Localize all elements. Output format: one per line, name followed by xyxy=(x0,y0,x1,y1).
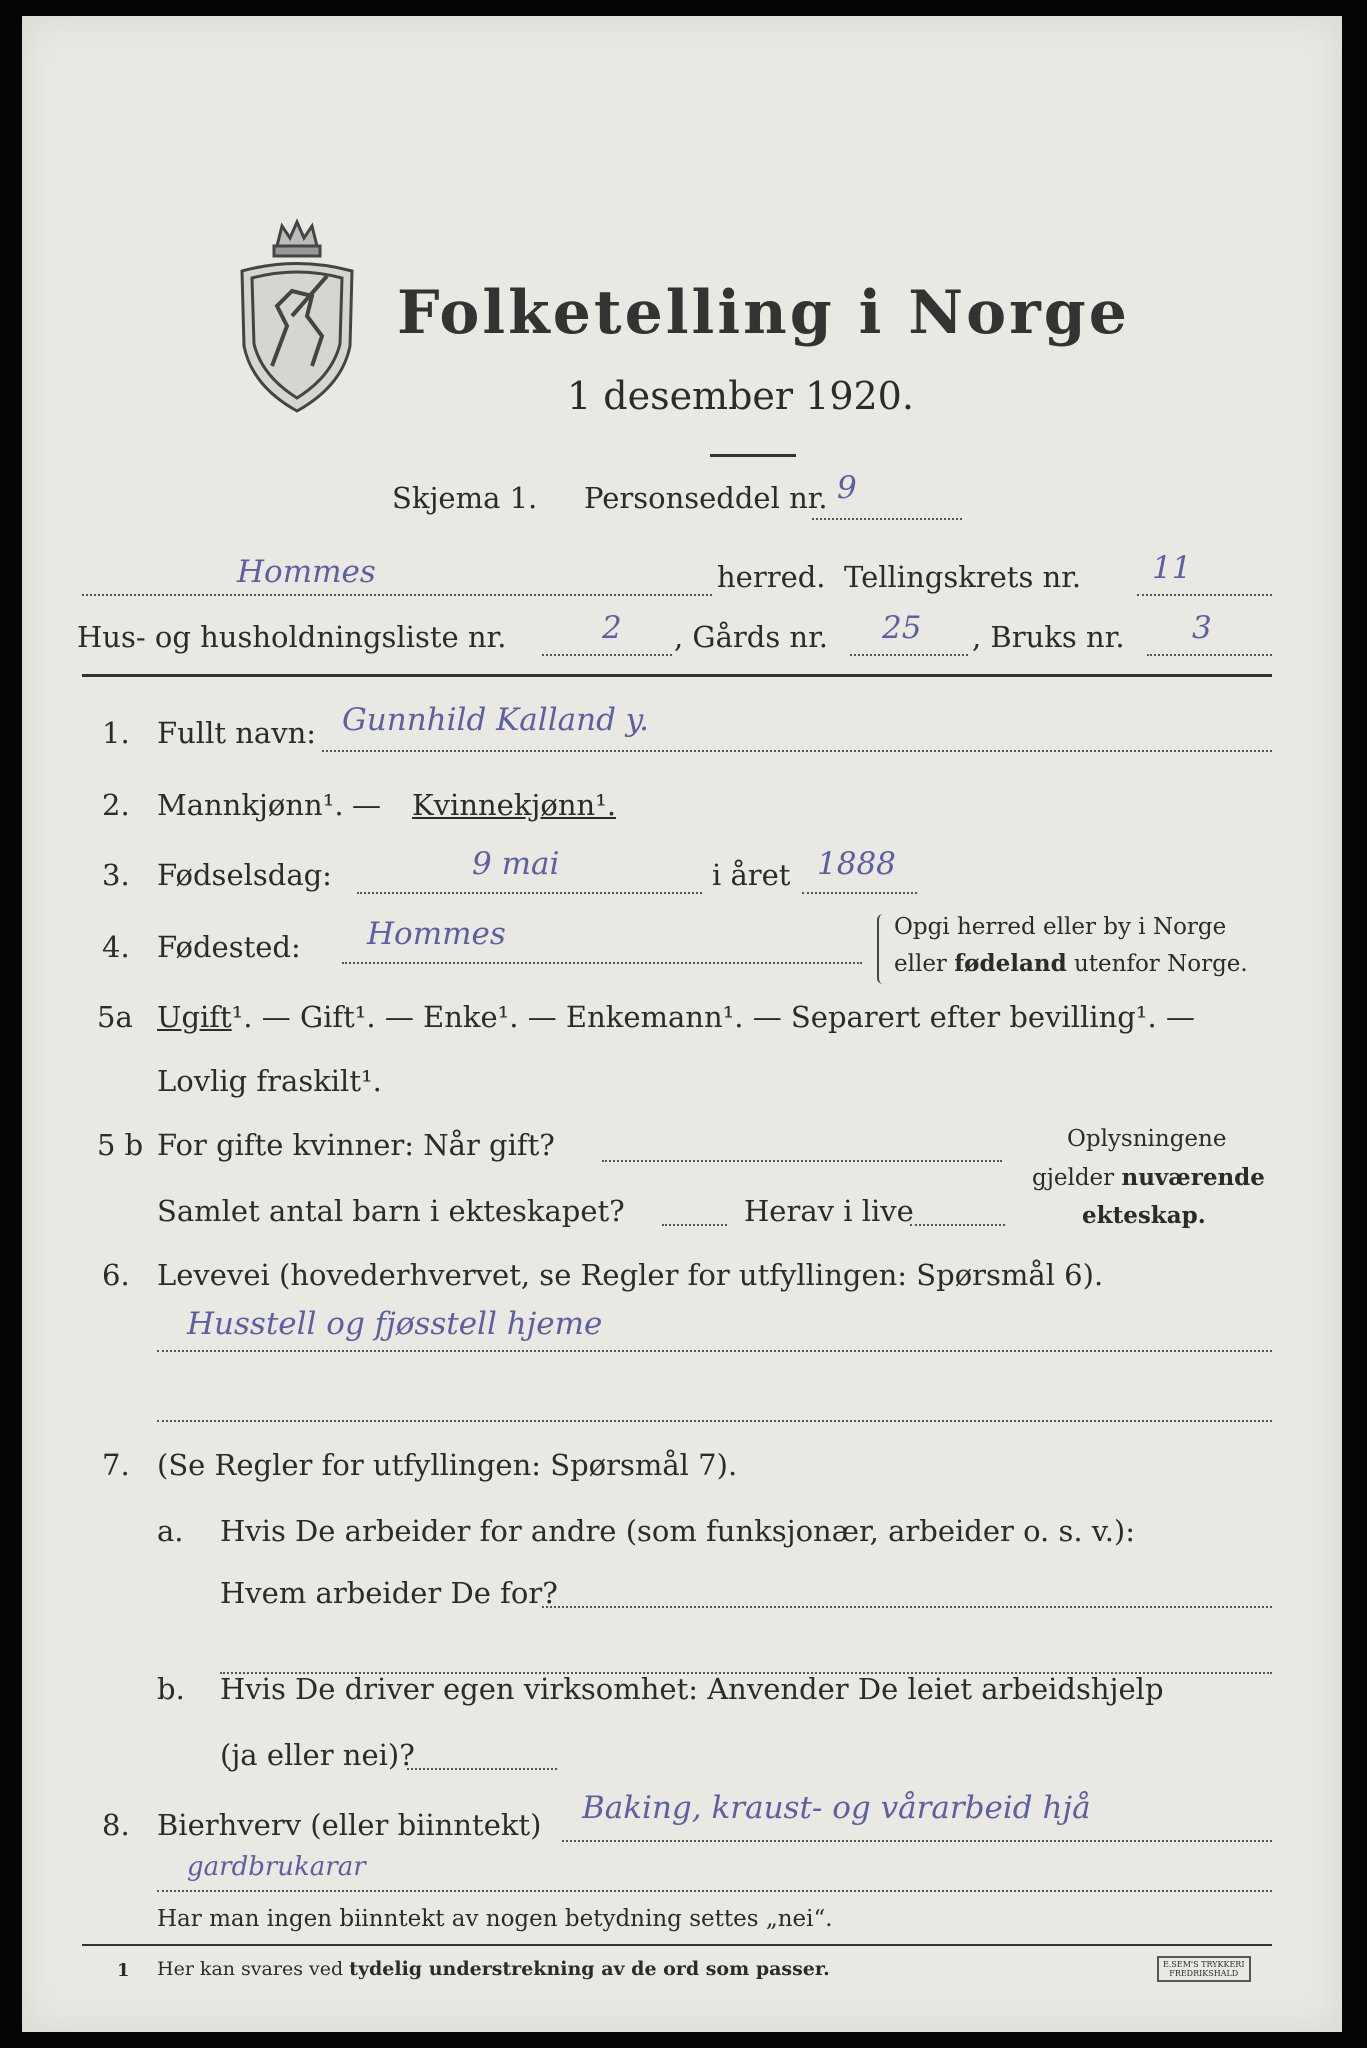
fodested-label: Fødested: xyxy=(157,930,301,964)
ekteskap-note-2: gjelder nuværende xyxy=(1032,1164,1265,1191)
levevei-label: Levevei (hovederhvervet, se Regler for utfyllingen: Spørsmål 6). xyxy=(157,1258,1104,1292)
aret-value: 1888 xyxy=(817,846,896,882)
fodested-note-2: eller fødeland utenfor Norge. xyxy=(894,950,1248,977)
fodselsdag-value: 9 mai xyxy=(472,846,560,882)
fodested-value: Hommes xyxy=(367,916,506,952)
liste-label: Hus- og husholdningsliste nr. xyxy=(77,620,507,654)
biinntekt-note: Har man ingen biinntekt av nogen betydning settes „nei“. xyxy=(157,1906,833,1932)
personseddel-label: Personseddel nr. xyxy=(584,481,828,515)
ekteskap-note-3: ekteskap. xyxy=(1082,1202,1206,1229)
personseddel-value: 9 xyxy=(837,470,857,506)
aret-label: i året xyxy=(712,858,791,892)
q7-label: (Se Regler for utfyllingen: Spørsmål 7). xyxy=(157,1448,738,1482)
nar-gift-label: For gifte kvinner: Når gift? xyxy=(157,1128,555,1162)
herred-value: Hommes xyxy=(237,554,376,590)
q7a-label: Hvis De arbeider for andre (som funksjonær, arbeider o. s. v.): xyxy=(220,1514,1136,1548)
bierhverv-value-2: gardbrukarar xyxy=(187,1852,366,1882)
gards-value: 25 xyxy=(882,610,922,646)
footnote-text: Her kan svares ved tydelig understrekning av de ord som passer. xyxy=(157,1958,830,1980)
printer-stamp: E.SEM'S TRYKKERI FREDRIKSHALD xyxy=(1157,1956,1251,1982)
census-form: Folketelling i Norge 1 desember 1920. Skjema 1. Personseddel nr. 9 Hommes herred. Tellingskrets nr. 11 Hus- og husholdningsliste nr. 2 , Gårds nr. 25 , Bruks nr. 3 1. Fullt navn: Gunnhild Kalland y. 2. Mannkjønn¹. — Kvinnekjønn¹. 3. Fødselsdag: 9 mai i året 1888 4. Fødested: Hommes Opgi herred eller by i Norge eller fødeland utenfor Norge. 5a Ugift¹. — Gift¹. — Enke¹. — Enkemann¹. — Separert efter bevilling¹. — Lovlig fraskilt¹. 5 b For gifte kvinner: Når gift? Samlet antal barn i ekteskapet? Herav i live Oplysningene gjelder nuværende ekteskap. 6. Levevei (hovederhvervet, se Regler for utfyllingen: Spørsmål 6). Husstell og fjøsstell hjeme 7. (Se Regler for utfyllingen: Spørsmål 7). a. Hvis De arbeider for andre (som funksjonær, arbeider o. s. v.): Hvem arbeider De for? b. Hvis De driver egen virksomhet: Anvender De leiet arbeidshjelp (ja eller nei)? 8. Bierhverv (eller biinntekt) Baking, kraust- og vårarbeid hjå gardbrukarar Har man ingen biinntekt av nogen betydning settes „nei“. 1 Her kan svares ved tydelig understrekning av de ord som passer. E.SEM'S TRYKKERI FREDRIKSHALD xyxy=(22,16,1342,2032)
ugift-option: Ugift xyxy=(157,1000,232,1034)
lovlig-fraskilt-option: Lovlig fraskilt¹. xyxy=(157,1064,382,1098)
bruks-value: 3 xyxy=(1192,610,1212,646)
q7b-label: Hvis De driver egen virksomhet: Anvender De leiet arbeidshjelp xyxy=(220,1672,1164,1706)
fullt-navn-value: Gunnhild Kalland y. xyxy=(342,702,650,738)
tellingskrets-value: 11 xyxy=(1152,550,1192,586)
mannkjonn-option: Mannkjønn¹. xyxy=(157,788,344,822)
ja-eller-nei-label: (ja eller nei)? xyxy=(220,1738,415,1772)
bierhverv-label: Bierhverv (eller biinntekt) xyxy=(157,1808,542,1842)
bruks-label: , Bruks nr. xyxy=(972,620,1125,654)
bierhverv-value: Baking, kraust- og vårarbeid hjå xyxy=(582,1790,1091,1826)
form-date: 1 desember 1920. xyxy=(567,374,914,418)
hvem-arbeider-label: Hvem arbeider De for? xyxy=(220,1576,558,1610)
title-divider xyxy=(710,454,796,457)
i-live-label: Herav i live xyxy=(744,1194,914,1228)
barn-label: Samlet antal barn i ekteskapet? xyxy=(157,1194,625,1228)
sivilstand-options: Ugift¹. — Gift¹. — Enke¹. — Enkemann¹. — Separert efter bevilling¹. — xyxy=(157,1000,1195,1034)
footer-rule xyxy=(82,1944,1272,1946)
ekteskap-note-1: Oplysningene xyxy=(1067,1126,1227,1152)
fullt-navn-label: Fullt navn: xyxy=(157,716,317,750)
tellingskrets-label: Tellingskrets nr. xyxy=(844,560,1082,594)
herred-label: herred. xyxy=(717,560,826,594)
header-rule xyxy=(82,674,1272,677)
kvinnekjonn-option: Kvinnekjønn¹. xyxy=(412,788,617,822)
schema-label: Skjema 1. xyxy=(392,481,538,515)
gards-label: , Gårds nr. xyxy=(674,620,828,654)
form-title: Folketelling i Norge xyxy=(397,278,1130,348)
levevei-value: Husstell og fjøsstell hjeme xyxy=(187,1306,603,1342)
liste-value: 2 xyxy=(602,610,622,646)
coat-of-arms-icon xyxy=(232,216,362,416)
fodested-note-1: Opgi herred eller by i Norge xyxy=(894,914,1227,940)
fodselsdag-label: Fødselsdag: xyxy=(157,858,332,892)
